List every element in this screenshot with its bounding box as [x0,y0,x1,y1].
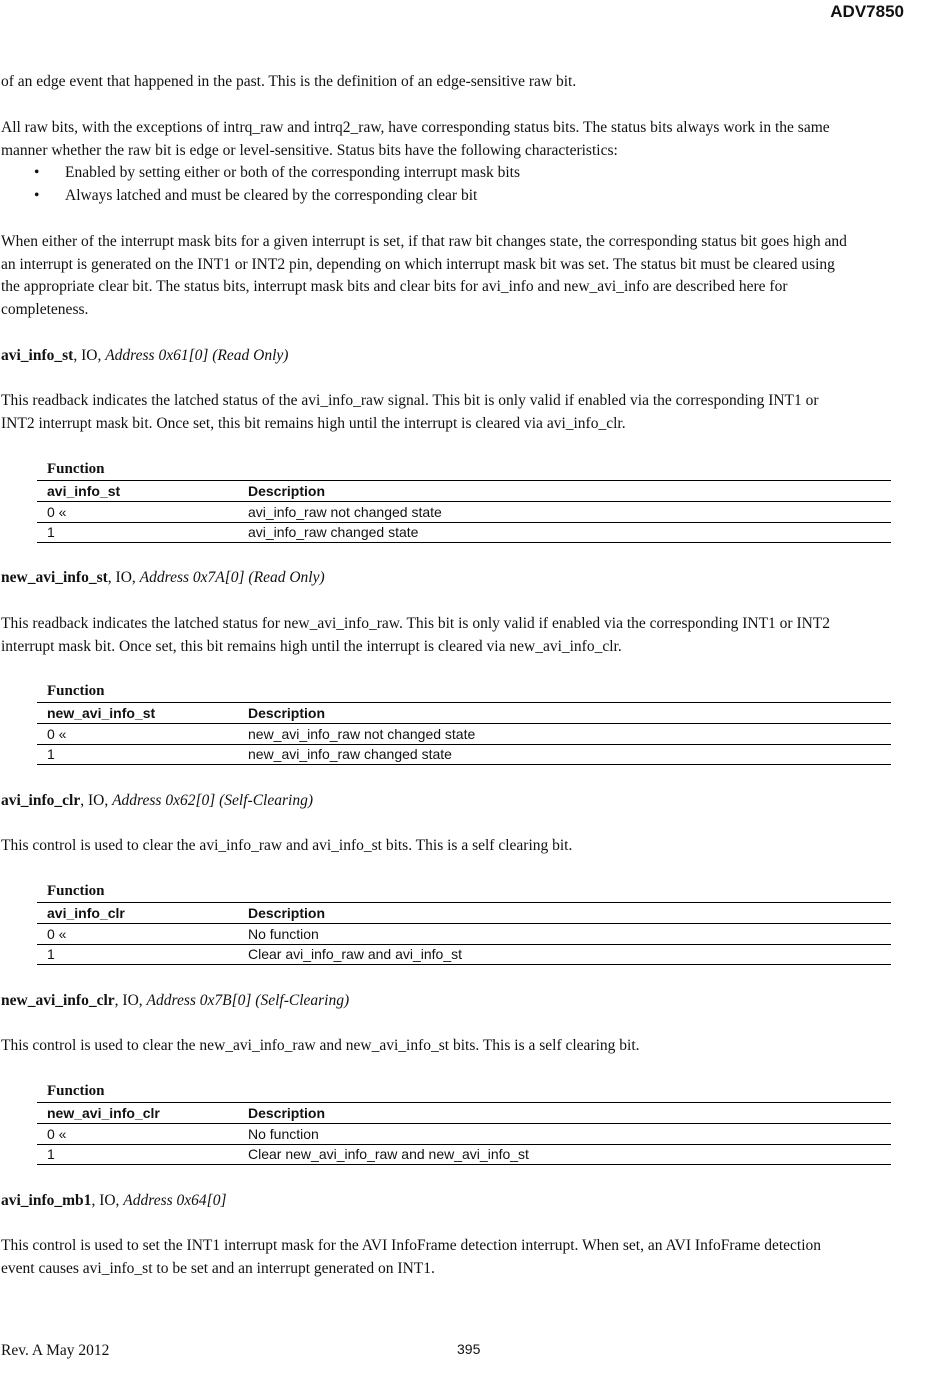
table-header-cell: avi_info_st [47,483,121,499]
register-description-line: This control is used to clear the avi_info_raw and avi_info_st bits. This is a self clearing bit. [1,837,573,854]
register-address: Address 0x62[0] (Self-Clearing) [112,792,313,809]
register-description-line: This control is used to set the INT1 interrupt mask for the AVI InfoFrame detection interrupt. When set, an AVI InfoFrame detection [1,1237,822,1254]
table-cell: No function [248,926,319,942]
table-row [37,502,891,523]
register-address: Address 0x61[0] (Read Only) [105,347,289,364]
intro-paragraph-3-line-4: completeness. [1,301,89,318]
page-number: 395 [457,1341,481,1357]
table-cell: 0 « [47,726,67,742]
table-cell: No function [248,1126,319,1142]
table-header-cell: Description [248,1105,326,1121]
register-address: Address 0x64[0] [123,1192,227,1209]
bullet-icon: • [34,187,40,204]
table-cell: 1 [47,946,55,962]
table-cell: new_avi_info_raw changed state [248,746,452,762]
footer-revision: Rev. A May 2012 [1,1342,110,1359]
table-header-cell: avi_info_clr [47,905,125,921]
table-cell: Clear new_avi_info_raw and new_avi_info_st [248,1146,529,1162]
register-description-line: event causes avi_info_st to be set and an interrupt generated on INT1. [1,1260,435,1277]
table-cell: Clear avi_info_raw and avi_info_st [248,946,463,962]
table-header-row [37,702,891,724]
table-header-row [37,1102,891,1124]
table-header-cell: new_avi_info_clr [47,1105,160,1121]
table-cell: new_avi_info_raw not changed state [248,726,476,742]
table-cell: 1 [47,524,55,540]
table-header-cell: new_avi_info_st [47,705,156,721]
register-name: avi_info_st [1,347,74,364]
table-cell: 0 « [47,504,67,520]
bullet-icon: • [34,164,40,181]
register-name: avi_info_clr [1,792,81,809]
register-sep: , IO, [114,992,147,1009]
register-sep: , IO, [91,1192,124,1209]
intro-paragraph-3-line-2: an interrupt is generated on the INT1 or INT2 pin, depending on which interrupt mask bit was set. The status bit must be cleared using [1,256,835,273]
table-function-label: Function [47,461,105,477]
register-description-line: This readback indicates the latched status of the avi_info_raw signal. This bit is only valid if enabled via the corresponding INT1 or [1,392,819,409]
intro-paragraph-1: of an edge event that happened in the past. This is the definition of an edge-sensitive raw bit. [1,73,577,90]
bullet-item [34,161,520,184]
register-sep: , IO, [80,792,113,809]
bullet-text: Always latched and must be cleared by the corresponding clear bit [65,187,478,204]
table-cell: 0 « [47,926,67,942]
table-cell: 1 [47,1146,55,1162]
table-function-label: Function [47,1083,105,1099]
intro-paragraph-2-line-2: manner whether the raw bit is edge or level-sensitive. Status bits have the following characteristics: [1,142,618,159]
table-row [37,944,891,965]
table-cell: avi_info_raw changed state [248,524,419,540]
table-header-cell: Description [248,905,326,921]
register-address: Address 0x7A[0] (Read Only) [139,569,325,586]
table-row [37,744,891,765]
register-name: new_avi_info_st [1,569,108,586]
register-sep: , IO, [73,347,106,364]
table-function-label: Function [47,883,105,899]
table-cell: 1 [47,746,55,762]
register-address: Address 0x7B[0] (Self-Clearing) [146,992,350,1009]
table-row [37,724,891,745]
register-sep: , IO, [107,569,140,586]
document-id: ADV7850 [830,2,904,21]
register-heading [1,789,921,812]
bullet-item [34,184,477,207]
table-row [37,522,891,543]
register-description-line: INT2 interrupt mask bit. Once set, this bit remains high until the interrupt is cleared via avi_info_clr. [1,415,626,432]
table-cell: avi_info_raw not changed state [248,504,442,520]
table-header-row [37,902,891,924]
intro-paragraph-3-line-3: the appropriate clear bit. The status bits, interrupt mask bits and clear bits for avi_info and new_avi_info are described here for [1,278,788,295]
intro-paragraph-3-line-1: When either of the interrupt mask bits for a given interrupt is set, if that raw bit changes state, the corresponding status bit goes high and [1,233,847,250]
register-name: avi_info_mb1 [1,1192,92,1209]
register-description-line: This control is used to clear the new_avi_info_raw and new_avi_info_st bits. This is a self clearing bit. [1,1037,640,1054]
table-row [37,924,891,945]
table-header-cell: Description [248,483,326,499]
intro-paragraph-2-line-1: All raw bits, with the exceptions of intrq_raw and intrq2_raw, have corresponding status bits. The status bits always work in the same [1,119,830,136]
register-heading [1,989,921,1012]
bullet-text: Enabled by setting either or both of the corresponding interrupt mask bits [65,164,520,181]
register-heading [1,566,921,589]
table-function-label: Function [47,683,105,699]
table-header-cell: Description [248,705,326,721]
register-description-line: This readback indicates the latched status for new_avi_info_raw. This bit is only valid if enabled via the corresponding INT1 or INT2 [1,615,831,632]
table-cell: 0 « [47,1126,67,1142]
register-name: new_avi_info_clr [1,992,115,1009]
table-row [37,1124,891,1145]
table-row [37,1144,891,1165]
register-heading [1,1189,921,1212]
table-header-row [37,480,891,502]
register-heading [1,344,921,367]
register-description-line: interrupt mask bit. Once set, this bit remains high until the interrupt is cleared via new_avi_info_clr. [1,638,622,655]
